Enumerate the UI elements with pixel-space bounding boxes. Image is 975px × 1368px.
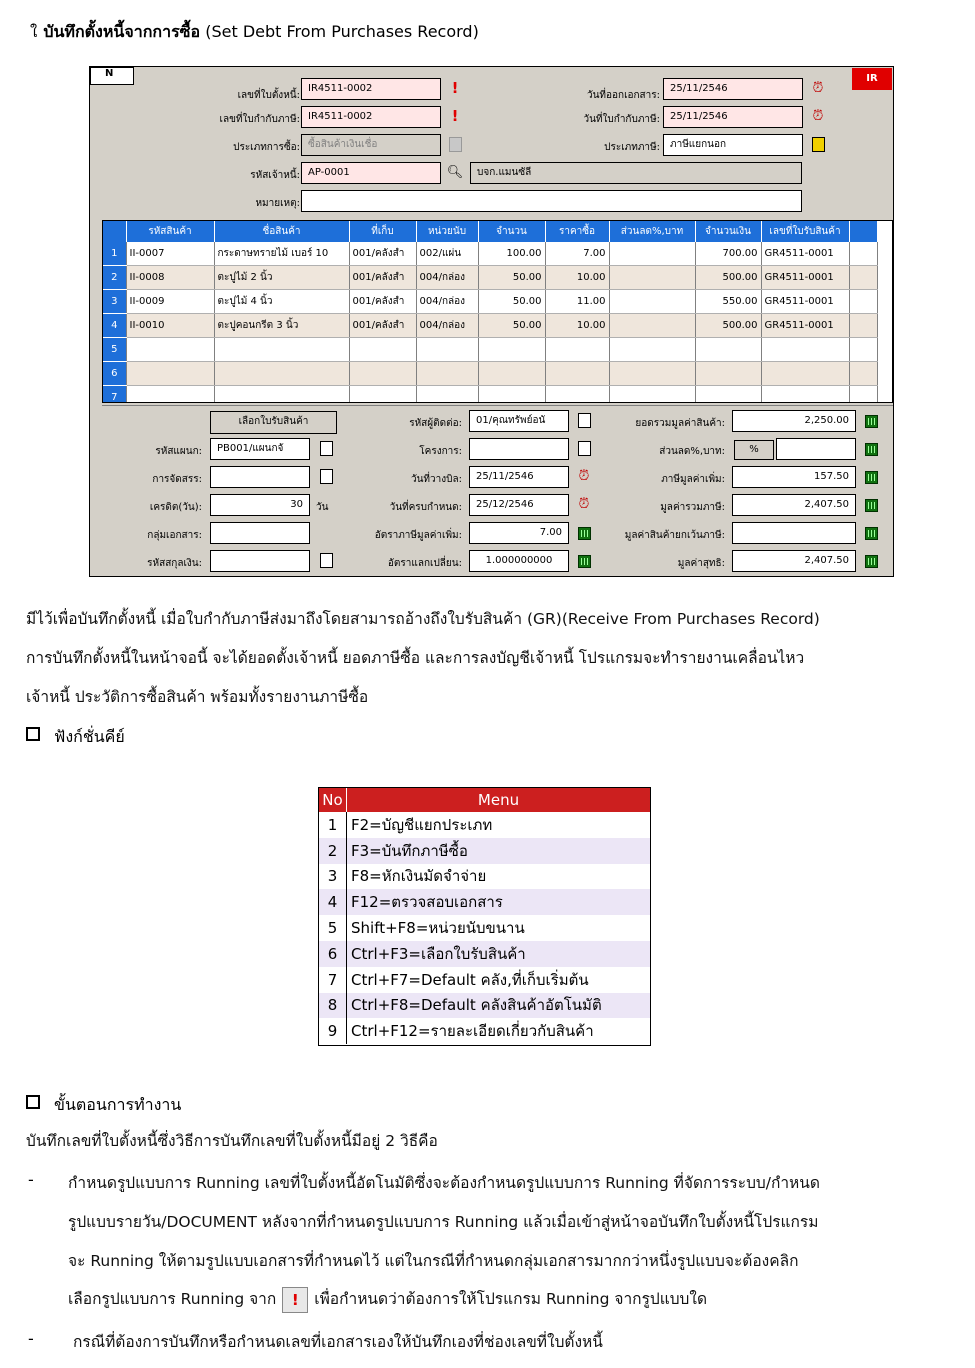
- grid-header[interactable]: จำนวน: [478, 221, 545, 242]
- grid-cell[interactable]: [214, 386, 349, 404]
- tax-type-button[interactable]: [808, 134, 828, 156]
- grid-cell[interactable]: 7.00: [545, 242, 609, 266]
- alloc-label: การจัดสรร:: [152, 474, 202, 485]
- menu-row: [319, 993, 650, 1019]
- description-line: มีไว้เพื่อบันทึกตั้งหนี้ เมื่อใบกำกับภาษีส่งมาถึงโดยสามารถอ้างถึงใบรับสินค้า (GR)(Receive From Purchases Record): [26, 610, 820, 628]
- grid-cell[interactable]: [609, 386, 695, 404]
- menu-item-label: Ctrl+F8=Default คลังสินค้าอัตโนมัติ: [347, 993, 651, 1019]
- dash-bullet: -: [28, 1329, 34, 1348]
- grid-cell[interactable]: [416, 386, 478, 404]
- grid-cell[interactable]: [349, 338, 416, 362]
- menu-number: 4: [319, 889, 347, 915]
- description-line: การบันทึกตั้งหนี้ในหน้าจอนี้ จะได้ยอดตั้งเจ้าหนี้ ยอดภาษีซื้อ และการลงบัญชีเจ้าหนี้ โปรแกรมจะทำรายงานเคลื่อนไหว: [26, 649, 805, 667]
- grid-cell[interactable]: 10.00: [545, 266, 609, 290]
- step-2: กรณีที่ต้องการบันทึกหรือกำหนดเลขที่เอกสารเองให้บันทึกเองที่ช่องเลขที่ใบตั้งหนี้: [73, 1333, 603, 1351]
- calculator-icon: [865, 471, 878, 484]
- grid-header[interactable]: ที่เก็บ: [349, 221, 416, 242]
- exrate-field[interactable]: 1.000000000: [469, 550, 569, 572]
- table-row[interactable]: [103, 242, 877, 266]
- grid-cell[interactable]: 50.00: [478, 266, 545, 290]
- grid-header-row: [103, 221, 877, 242]
- grid-header[interactable]: จำนวนเงิน: [695, 221, 761, 242]
- function-key-menu: [318, 787, 651, 1046]
- grid-cell[interactable]: [695, 362, 761, 386]
- exempt-field[interactable]: [732, 522, 856, 544]
- dash-bullet: -: [28, 1170, 34, 1189]
- table-row[interactable]: [103, 314, 877, 338]
- vat-rate-field[interactable]: 7.00: [469, 522, 569, 544]
- grid-cell[interactable]: [478, 338, 545, 362]
- menu-number: 5: [319, 915, 347, 941]
- document-icon: [812, 137, 825, 152]
- tax-date-field[interactable]: 25/11/2546: [663, 106, 803, 128]
- steps-title: ขั้นตอนการทำงาน: [54, 1095, 182, 1114]
- discount-field[interactable]: [776, 438, 856, 460]
- credit-days-field[interactable]: 30: [210, 494, 310, 516]
- square-bullet-icon: [26, 727, 40, 741]
- grid-cell[interactable]: [609, 242, 695, 266]
- doc-no-label: เลขที่ใบตั้งหนี้:: [237, 90, 300, 101]
- contact-label: รหัสผู้ติดต่อ:: [409, 418, 462, 429]
- menu-item-label: F2=บัญชีแยกประเภท: [351, 815, 493, 834]
- tax-invoice-label: เลขที่ใบกำกับภาษี:: [219, 114, 300, 125]
- remark-label: หมายเหตุ:: [255, 198, 300, 209]
- grid-cell[interactable]: 004/กล่อง: [416, 314, 478, 338]
- clock-calendar-icon: ⏰︎: [812, 80, 824, 96]
- magnifier-icon: 🔍︎: [446, 165, 464, 180]
- grid-cell[interactable]: [609, 266, 695, 290]
- due-date-field[interactable]: 25/12/2546: [469, 494, 569, 516]
- credit-unit: วัน: [316, 502, 329, 513]
- grid-cell: [849, 338, 877, 362]
- currency-label: รหัสสกุลเงิน:: [147, 558, 202, 569]
- dept-field[interactable]: PB001/แผนกจั: [210, 438, 310, 460]
- grid-cell[interactable]: GR4511-0001: [761, 314, 849, 338]
- menu-item-label: F3=บันทึกภาษีซื้อ: [347, 838, 651, 864]
- project-lookup-button[interactable]: [574, 438, 594, 460]
- grid-cell[interactable]: [609, 314, 695, 338]
- document-icon: [320, 553, 333, 568]
- step-1: [68, 1170, 948, 1314]
- clock-calendar-icon: ⏰︎: [578, 468, 590, 484]
- calculator-icon: [865, 555, 878, 568]
- document-icon: [320, 469, 333, 484]
- project-field[interactable]: [469, 438, 569, 460]
- grid-cell: [849, 266, 877, 290]
- grid-cell[interactable]: 001/คลังสำ: [349, 266, 416, 290]
- project-label: โครงการ:: [419, 446, 462, 457]
- grid-cell[interactable]: 001/คลังสำ: [349, 242, 416, 266]
- contact-field[interactable]: 01/คุณทรัพย์อนั: [469, 410, 569, 432]
- tax-invoice-field[interactable]: IR4511-0002: [301, 106, 441, 128]
- step-1-text: เลือกรูปแบบการ Running จาก: [68, 1290, 277, 1308]
- grid-cell[interactable]: [761, 362, 849, 386]
- menu-row: [319, 1018, 650, 1044]
- pick-gr-button[interactable]: เลือกใบรับสินค้า: [210, 411, 337, 434]
- menu-item-label: Ctrl+F3=เลือกใบรับสินค้า: [347, 941, 651, 967]
- menu-number: 7: [319, 967, 347, 993]
- vat-rate-label: อัตราภาษีมูลค่าเพิ่ม:: [374, 530, 462, 541]
- alloc-lookup-button[interactable]: [316, 466, 336, 488]
- function-keys-title: ฟังก์ชั่นคีย์: [54, 727, 125, 746]
- menu-item-label: F8=หักเงินมัดจำจ่าย: [351, 867, 487, 886]
- total-label: ยอดรวมมูลค่าสินค้า:: [635, 418, 725, 429]
- currency-field[interactable]: [210, 550, 310, 572]
- menu-row: [319, 812, 650, 838]
- bill-date-label: วันที่วางบิล:: [410, 474, 462, 485]
- table-row[interactable]: [103, 362, 877, 386]
- running-format-button[interactable]: [445, 78, 465, 100]
- exempt-calc-button[interactable]: [861, 522, 881, 544]
- doc-date-picker[interactable]: [808, 78, 828, 100]
- grid-cell[interactable]: [761, 386, 849, 404]
- vat-calc-button[interactable]: [861, 466, 881, 488]
- grid-cell[interactable]: 001/คลังสำ: [349, 314, 416, 338]
- menu-col-no: No: [319, 788, 347, 812]
- grid-cell: [849, 362, 877, 386]
- bullet-ornament-icon: ใ: [30, 23, 38, 41]
- grid-cell[interactable]: [545, 386, 609, 404]
- calculator-icon: [865, 499, 878, 512]
- grid-cell[interactable]: 50.00: [478, 290, 545, 314]
- grid-cell[interactable]: GR4511-0001: [761, 290, 849, 314]
- dept-label: รหัสแผนก:: [155, 446, 202, 457]
- tax-date-picker[interactable]: [808, 106, 828, 128]
- grid-header[interactable]: ราคาซื้อ: [545, 221, 609, 242]
- row-number: 5: [103, 338, 126, 362]
- menu-number: 3: [319, 864, 347, 890]
- grid-cell[interactable]: 001/คลังสำ: [349, 290, 416, 314]
- row-number: 2: [103, 266, 126, 290]
- grid-cell[interactable]: [126, 386, 214, 404]
- grid-cell[interactable]: 11.00: [545, 290, 609, 314]
- grid-cell[interactable]: [416, 338, 478, 362]
- grid-cell[interactable]: 10.00: [545, 314, 609, 338]
- grid-cell[interactable]: [609, 338, 695, 362]
- grid-header[interactable]: ชื่อสินค้า: [214, 221, 349, 242]
- menu-number: 9: [319, 1018, 347, 1044]
- grid-header[interactable]: ส่วนลด%,บาท: [609, 221, 695, 242]
- summary-panel: [102, 405, 893, 578]
- tax-type-field[interactable]: ภาษีแยกนอก: [663, 134, 803, 156]
- grid-cell[interactable]: ตะปูไม้ 2 นิ้ว: [214, 266, 349, 290]
- buy-type-label: ประเภทการซื้อ:: [233, 142, 300, 153]
- credit-label: เครดิต(วัน):: [149, 502, 202, 513]
- menu-number: 8: [319, 993, 347, 1019]
- calculator-icon: [865, 415, 878, 428]
- vat-label: ภาษีมูลค่าเพิ่ม:: [661, 474, 725, 485]
- row-number: 1: [103, 242, 126, 266]
- menu-number: 2: [319, 838, 347, 864]
- discount-percent-button[interactable]: %: [734, 440, 774, 460]
- menu-row: [319, 889, 650, 915]
- exrate-label: อัตราแลกเปลี่ยน:: [387, 558, 462, 569]
- grid-cell[interactable]: [478, 362, 545, 386]
- grid-cell: [849, 386, 877, 404]
- creditor-label: รหัสเจ้าหนี้:: [250, 170, 300, 181]
- clock-calendar-icon: ⏰︎: [578, 496, 590, 512]
- title-english: (Set Debt From Purchases Record): [205, 22, 479, 41]
- grid-cell[interactable]: 500.00: [695, 314, 761, 338]
- grid-cell[interactable]: 002/แผ่น: [416, 242, 478, 266]
- contact-lookup-button[interactable]: [574, 410, 594, 432]
- grid-header: [849, 221, 877, 242]
- doc-no-field[interactable]: IR4511-0002: [301, 78, 441, 100]
- docgroup-field[interactable]: [210, 522, 310, 544]
- menu-number: 1: [319, 812, 347, 838]
- grid-cell[interactable]: [416, 362, 478, 386]
- menu-row: [319, 915, 650, 941]
- description-line: เจ้าหนี้ ประวัติการซื้อสินค้า พร้อมทั้งรายงานภาษีซื้อ: [26, 688, 369, 706]
- due-date-picker[interactable]: [574, 494, 594, 516]
- doc-date-field[interactable]: 25/11/2546: [663, 78, 803, 100]
- remark-field[interactable]: [301, 190, 802, 212]
- gross-field: 2,407.50: [732, 494, 856, 516]
- grid-header[interactable]: หน่วยนับ: [416, 221, 478, 242]
- menu-item-label: Ctrl+F12=รายละเอียดเกี่ยวกับสินค้า: [351, 1022, 594, 1041]
- grid-cell[interactable]: [349, 362, 416, 386]
- grid-cell[interactable]: [545, 362, 609, 386]
- grid-cell[interactable]: ตะปูคอนกรีต 3 นิ้ว: [214, 314, 349, 338]
- alloc-field[interactable]: [210, 466, 310, 488]
- grid-cell[interactable]: 550.00: [695, 290, 761, 314]
- bill-date-picker[interactable]: [574, 466, 594, 488]
- row-number: 4: [103, 314, 126, 338]
- grid-cell[interactable]: [609, 290, 695, 314]
- title-thai: บันทึกตั้งหนี้จากการซื้อ: [43, 22, 201, 41]
- row-number: 7: [103, 386, 126, 404]
- menu-row: [319, 967, 650, 993]
- exrate-calc-button[interactable]: [574, 550, 594, 572]
- menu-col-menu: Menu: [347, 788, 651, 812]
- function-keys-heading: [26, 725, 125, 750]
- grid-cell[interactable]: II-0009: [126, 290, 214, 314]
- grid-cell[interactable]: GR4511-0001: [761, 266, 849, 290]
- menu-number: 6: [319, 941, 347, 967]
- menu-item-label: Ctrl+F7=Default คลัง,ที่เก็บเริ่มต้น: [351, 970, 589, 989]
- clock-calendar-icon: ⏰︎: [812, 108, 824, 124]
- grid-cell[interactable]: [126, 338, 214, 362]
- grid-cell[interactable]: II-0010: [126, 314, 214, 338]
- step-1-text: เพื่อกำหนดว่าต้องการให้โปรแกรม Running จากรูปแบบใด: [314, 1290, 708, 1308]
- debt-form-window: [89, 66, 894, 577]
- menu-item-label: Shift+F8=หน่วยนับขนาน: [351, 919, 525, 938]
- bill-date-field[interactable]: 25/11/2546: [469, 466, 569, 488]
- grid-cell[interactable]: 004/กล่อง: [416, 266, 478, 290]
- currency-lookup-button[interactable]: [316, 550, 336, 572]
- grid-cell[interactable]: [349, 386, 416, 404]
- buy-type-field: ซื้อสินค้าเงินเชื่อ: [301, 134, 441, 156]
- exclamation-icon: !: [282, 1287, 308, 1313]
- grid-cell[interactable]: [761, 338, 849, 362]
- table-row[interactable]: [103, 386, 877, 404]
- description: [26, 606, 946, 711]
- creditor-name-field: บจก.แมนซัลี: [470, 162, 802, 184]
- exclamation-icon: !: [451, 79, 459, 97]
- grid-cell[interactable]: 100.00: [478, 242, 545, 266]
- menu-item-label: F12=ตรวจสอบเอกสาร: [347, 889, 651, 915]
- grid-cell[interactable]: II-0008: [126, 266, 214, 290]
- grid-cell[interactable]: [478, 386, 545, 404]
- grid-cell[interactable]: [545, 338, 609, 362]
- due-date-label: วันที่ครบกำหนด:: [389, 502, 462, 513]
- discount-calc-button[interactable]: [861, 438, 881, 460]
- step-1-line: [68, 1285, 948, 1314]
- grid-cell[interactable]: [695, 338, 761, 362]
- table-row[interactable]: [103, 266, 877, 290]
- tax-running-button[interactable]: [445, 106, 465, 128]
- step-1-line: รูปแบบรายวัน/DOCUMENT หลังจากที่กำหนดรูปแบบการ Running แล้วเมื่อเข้าสู่หน้าจอบันทึกใบตั้งหนี้โปรแกรม: [68, 1213, 819, 1231]
- grid-cell[interactable]: ตะปูไม้ 4 นิ้ว: [214, 290, 349, 314]
- net-field: 2,407.50: [732, 550, 856, 572]
- vat-field: 157.50: [732, 466, 856, 488]
- grid-header[interactable]: รหัสสินค้า: [126, 221, 214, 242]
- total-field: 2,250.00: [732, 410, 856, 432]
- exempt-label: มูลค่าสินค้ายกเว้นภาษี:: [624, 530, 725, 541]
- vat-rate-calc-button[interactable]: [574, 522, 594, 544]
- step-1-line: จะ Running ให้ตามรูปแบบเอกสารที่กำหนดไว้ แต่ในกรณีที่กำหนดกลุ่มเอกสารมากกว่าหนึ่งรูปแบบจะต้องคลิก: [68, 1252, 799, 1270]
- grid-cell[interactable]: GR4511-0001: [761, 242, 849, 266]
- step-1-line: กำหนดรูปแบบการ Running เลขที่ใบตั้งหนี้อัตโนมัติซึ่งจะต้องกำหนดรูปแบบการ Running ที่จัดการระบบ/กำหนด: [68, 1174, 820, 1192]
- grid-cell: [849, 290, 877, 314]
- steps-intro: บันทึกเลขที่ใบตั้งหนี้ซึ่งวิธีการบันทึกเลขที่ใบตั้งหนี้มีอยู่ 2 วิธีคือ: [26, 1132, 438, 1150]
- document-icon: [578, 413, 591, 428]
- page-title: [30, 20, 479, 45]
- net-label: มูลค่าสุทธิ:: [677, 558, 725, 569]
- row-number: 3: [103, 290, 126, 314]
- grid-cell: [849, 314, 877, 338]
- exclamation-icon: !: [451, 107, 459, 125]
- table-row[interactable]: [103, 290, 877, 314]
- discount-label: ส่วนลด%,บาท:: [659, 446, 725, 457]
- item-grid: [102, 220, 893, 403]
- grid-cell[interactable]: 50.00: [478, 314, 545, 338]
- document-icon: [449, 137, 462, 152]
- grid-header[interactable]: เลขที่ใบรับสินค้า: [761, 221, 849, 242]
- grid-cell[interactable]: [214, 362, 349, 386]
- menu-row: [319, 941, 650, 967]
- grid-cell[interactable]: [609, 362, 695, 386]
- menu-row: [319, 838, 650, 864]
- grid-cell[interactable]: [214, 338, 349, 362]
- mode-indicator: N: [90, 67, 134, 85]
- gross-label: มูลค่ารวมภาษี:: [660, 502, 725, 513]
- net-calc-button[interactable]: [861, 550, 881, 572]
- doc-date-label: วันที่ออกเอกสาร:: [586, 90, 660, 101]
- grid-cell[interactable]: [695, 386, 761, 404]
- grid-cell: [849, 242, 877, 266]
- menu-row: [319, 864, 650, 890]
- document-icon: [320, 441, 333, 456]
- tax-date-label: วันที่ใบกำกับภาษี:: [583, 114, 660, 125]
- document-icon: [578, 441, 591, 456]
- square-bullet-icon: [26, 1095, 40, 1109]
- grid-cell[interactable]: กระดาษทรายไม้ เบอร์ 10: [214, 242, 349, 266]
- tax-type-label: ประเภทภาษี:: [604, 142, 660, 153]
- grid-cell[interactable]: [126, 362, 214, 386]
- grid-cell[interactable]: 500.00: [695, 266, 761, 290]
- doc-type-badge: IR: [852, 68, 892, 90]
- total-calc-button[interactable]: [861, 410, 881, 432]
- grid-cell[interactable]: II-0007: [126, 242, 214, 266]
- docgroup-label: กลุ่มเอกสาร:: [147, 530, 202, 541]
- table-row[interactable]: [103, 338, 877, 362]
- grid-cell[interactable]: 700.00: [695, 242, 761, 266]
- row-number: 6: [103, 362, 126, 386]
- buy-type-button: [445, 134, 465, 156]
- calculator-icon: [865, 527, 878, 540]
- dept-lookup-button[interactable]: [316, 438, 336, 460]
- creditor-code-field[interactable]: AP-0001: [301, 162, 441, 184]
- steps-heading: [26, 1093, 181, 1118]
- calculator-icon: [578, 555, 591, 568]
- calculator-icon: [578, 527, 591, 540]
- calculator-icon: [865, 443, 878, 456]
- grid-header: [103, 221, 126, 242]
- gross-calc-button[interactable]: [861, 494, 881, 516]
- creditor-lookup-button[interactable]: [445, 162, 465, 184]
- grid-cell[interactable]: 004/กล่อง: [416, 290, 478, 314]
